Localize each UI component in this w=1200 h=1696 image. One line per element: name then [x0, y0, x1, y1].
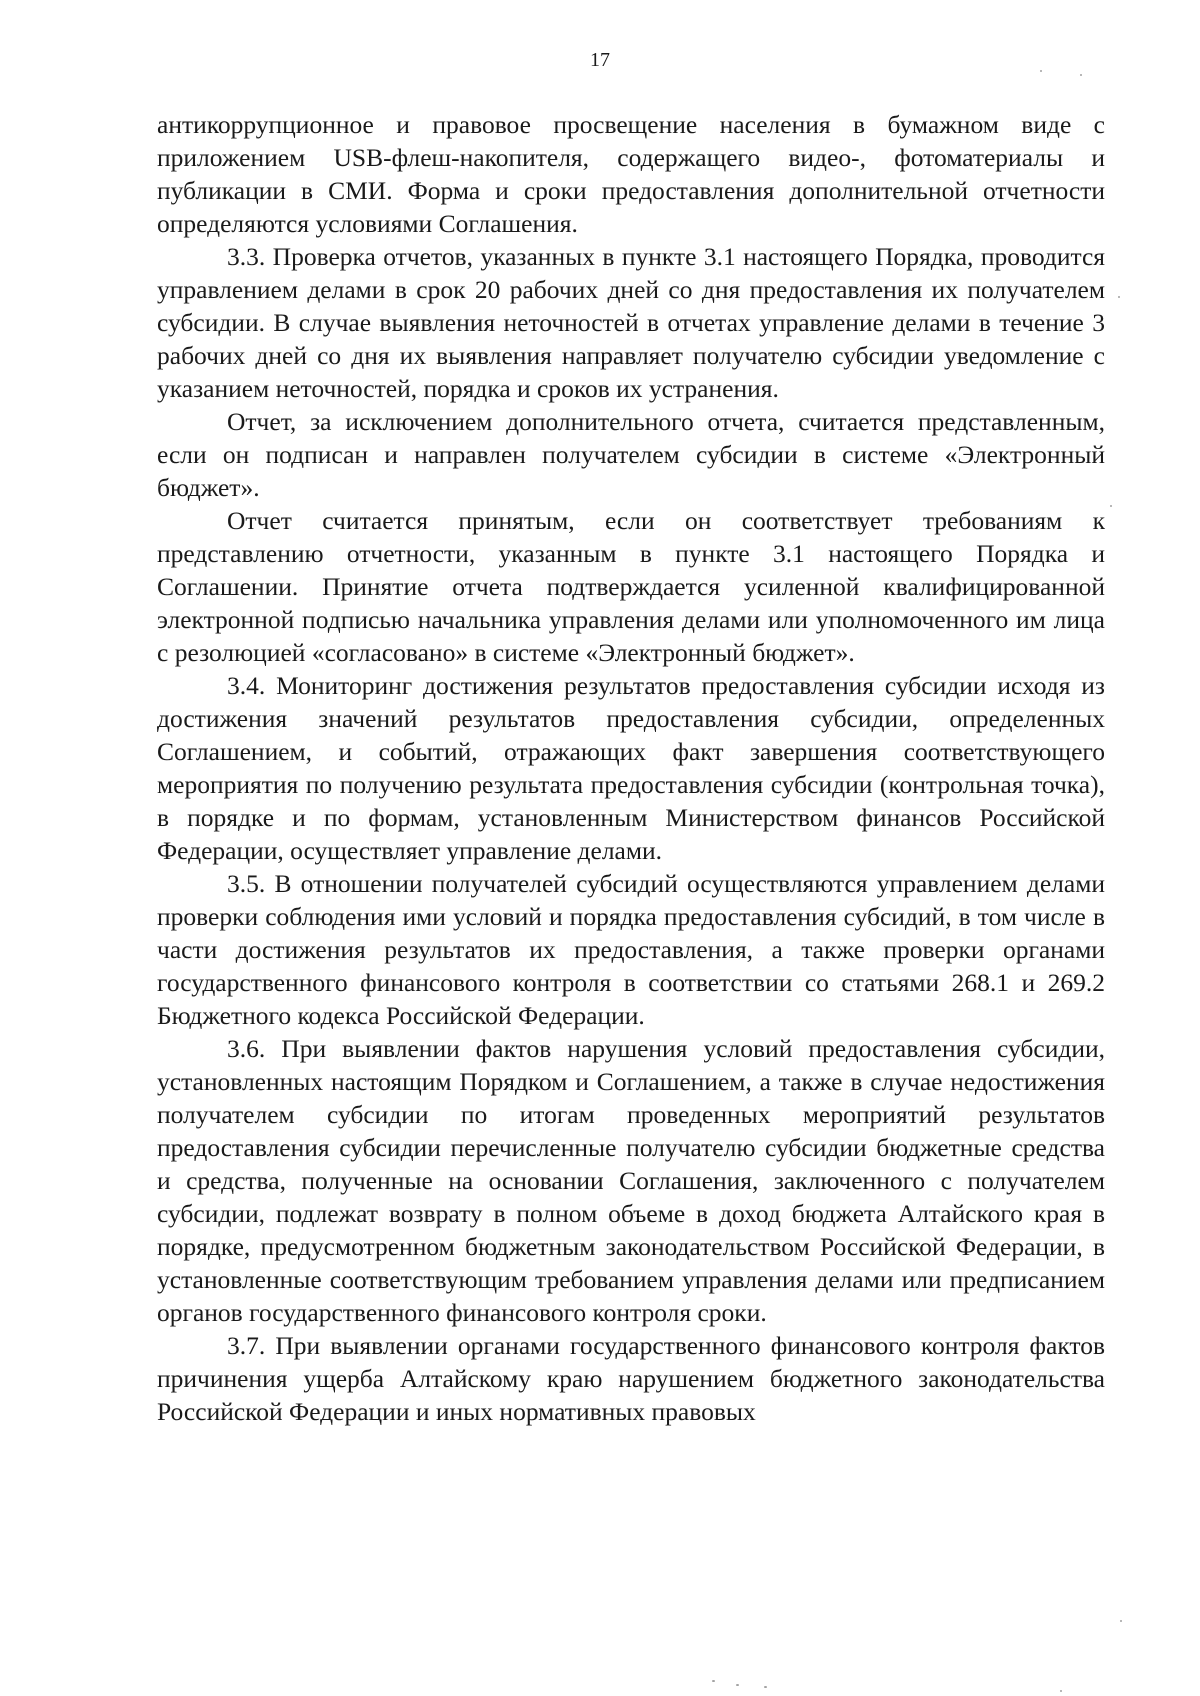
scan-speck: [736, 1684, 739, 1686]
document-body: [157, 108, 1105, 1428]
scan-speck: [1120, 1620, 1122, 1622]
paragraph-3-6: 3.6. При выявлении фактов нарушения условий предоставления субсидии, установленных настоящим Порядком и Соглашением, а также в случае недостижения получателем субсидии по итогам проведенных мероприятий результатов предоставления субсидии перечисленные получателю субсидии бюджетные средства и средства, полученные на основании Соглашения, заключенного с получателем субсидии, подлежат возврату в полном объеме в доход бюджета Алтайского края в порядке, предусмотренном бюджетным законодательством Российской Федерации, в установленные соответствующим требованием управления делами или предписанием органов государственного финансового контроля сроки.: [157, 1034, 1105, 1327]
scan-speck: [1060, 1690, 1062, 1692]
scan-speck: [1080, 74, 1082, 76]
paragraph-report-submitted: Отчет, за исключением дополнительного отчета, считается представленным, если он подписан и направлен получателем субсидии в системе «Электронный бюджет».: [157, 407, 1105, 502]
scan-speck: [1040, 70, 1042, 72]
scan-speck: [1110, 505, 1112, 507]
scan-speck: [1118, 296, 1120, 298]
paragraph-continuation: антикоррупционное и правовое просвещение населения в бумажном виде с приложением USB-флеш-накопителя, содержащего видео-, фотоматериалы и публикации в СМИ. Форма и сроки предоставления дополнительной отчетности определяются условиями Соглашения.: [157, 110, 1105, 238]
page-number: 17: [590, 49, 610, 71]
paragraph-3-5: 3.5. В отношении получателей субсидий осуществляются управлением делами проверки соблюдения ими условий и порядка предоставления субсидий, в том числе в части достижения результатов их предоставления, а также проверки органами государственного финансового контроля в соответствии со статьями 268.1 и 269.2 Бюджетного кодекса Российской Федерации.: [157, 869, 1105, 1030]
scan-speck: [712, 1680, 715, 1682]
paragraph-3-7: 3.7. При выявлении органами государственного финансового контроля фактов причинения ущерба Алтайскому краю нарушением бюджетного законодательства Российской Федерации и иных нормативных правовых: [157, 1331, 1105, 1426]
paragraph-3-3: 3.3. Проверка отчетов, указанных в пункте 3.1 настоящего Порядка, проводится управлением делами в срок 20 рабочих дней со дня предоставления их получателем субсидии. В случае выявления неточностей в отчетах управление делами в течение 3 рабочих дней со дня их выявления направляет получателю субсидии уведомление с указанием неточностей, порядка и сроков их устранения.: [157, 242, 1105, 403]
paragraph-3-4: 3.4. Мониторинг достижения результатов предоставления субсидии исходя из достижения значений результатов предоставления субсидии, определенных Соглашением, и событий, отражающих факт завершения соответствующего мероприятия по получению результата предоставления субсидии (контрольная точка), в порядке и по формам, установленным Министерством финансов Российской Федерации, осуществляет управление делами.: [157, 671, 1105, 865]
paragraph-report-accepted: Отчет считается принятым, если он соответствует требованиям к представлению отчетности, указанным в пункте 3.1 настоящего Порядка и Соглашении. Принятие отчета подтверждается усиленной квалифицированной электронной подписью начальника управления делами или уполномоченного им лица с резолюцией «согласовано» в системе «Электронный бюджет».: [157, 506, 1105, 667]
scan-speck: [764, 1686, 767, 1688]
